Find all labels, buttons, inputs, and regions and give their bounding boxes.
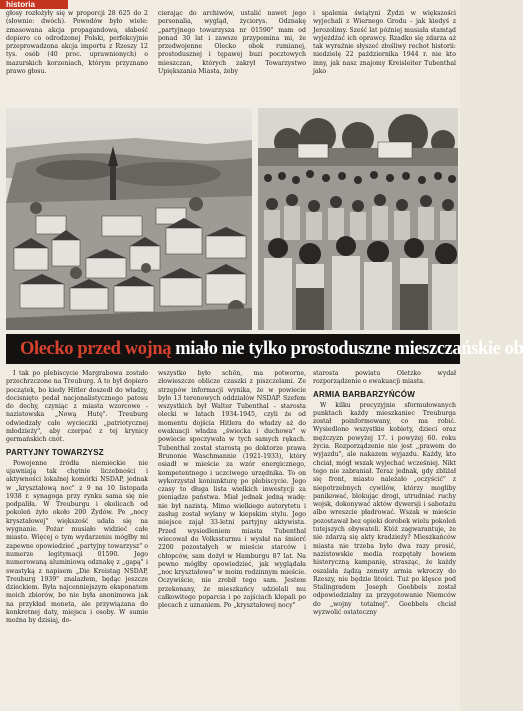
bottom-columns xyxy=(6,370,456,707)
column-1-intro: I tak po plebiscycie Margrabowa zostało przechrzczone na Treuburg. A to był dopiero początek, bo kiedy Hitler doszedł do władzy, docisnięto pedał nacjonalistycznego patosu do dechy, czyniąc z miasta wzorcowe - nazistowska „Nową Hutę". Treuburg odwiedzały całe wycieczki „patriotycznej młodzieży", aby czerpać z tej krynicy germańskich cnót. xyxy=(6,370,148,444)
town-aerial-illustration xyxy=(6,108,252,330)
headline-highlight: Olecko przed wojną xyxy=(20,339,172,359)
column-1-body: Powojenne źródła niemieckie nie ujawniają tak chętnie liczebności i aktywności lokalnej komórki NSDAP, jednak w „kryształową noc" z 9 na 10 listopada 1938 r. synagoga przy rynku sama się nie podpaliła. W Treuburgu i okolicach od pokoleń żyło około 200 Żydów. Po „nocy kryształowej" większość udała się na wygnanie. Pożar musiało widzieć całe miasto. Więcej o tym wydarzeniu mógłby mi zapewne opowiedzieć „partyjny towarzysz" o numerze legitymacji 01590. Jego numerowaną aluminiową odznakę z „gapą" i swastyką z napisem „Die Kreistag NSDAP, Treuburg 1939" znalazłem, będąc jeszcze dzieckiem. Była najcenniejszym eksponatem moich zbiorów, bo nie była anonimowa jak na przykład moneta, ale przywiązana do konkretnej daty, miejsca i osoby. W sumie można by dzisiaj, do- xyxy=(6,459,148,625)
top-column-1-text: głosy rozłożyły się w proporcji 28 625 do 2 (słownie: dwóch). Powodów było wiele: zmasowana akcja propagandowa, słabość dopiero co odrodzonej Polski, perfekcyjnie przeprowadzona akcja importu z Rzeszy 12 tys. osób (40 proc. uprawnionych) o mazurskich korzeniach, którym przyznano prawo głosu. xyxy=(6,10,148,76)
headline-text xyxy=(20,337,523,361)
heading-partyjny-towarzysz: PARTYJNY TOWARZYSZ xyxy=(6,447,104,457)
top-column-2-text: cierając do archiwów, ustalić nawet jego personalia, wygląd, życiorys. Odznakę „partyjnego towarzysza nr 01590" mam od ponad 30 lat i zawsze przypomina mi, że przedwojenne Olecko obok rumianej, prostodusznej i tępawej buzi pocztowych mieszczan, których zakrył Towarzystwo Upiększania Miasta, żeby xyxy=(158,10,306,76)
column-2-text: wszystko było schön, ma potworne, złowieszcze oblicze czaszki z piszczelami. Ze strzępów informacji wynika, że w powiecie było 13 terenowych oddziałów NSDAP. Szefem wszystkich był Walter Tubenthal - starosta olecki w latach 1934-1945, czyli że od momentu dojścia Hitlera do władzy aż do ewakuacji władza „świecka i duchowa" w powiecie spoczywała w tych samych rękach. Tubenthal został starostą po doktorze prawa Brunonie Waschmannie (1921-1933), który osiadł w mieście za wzór energicznego, kompetentnego i uczciwego urzędnika. To on wykorzystał koniunkturę po plebiscycie. Jego czasy to długa lista wielkich inwestycji za pieniądze państwa. Miał jednak jedną wadę: nie był nazistą. Mimo wielkiego autorytetu i zasług został wylany w kiepskim stylu. Jego miejsce zajął 33-letni partyjny aktywista. Przed wysiedleniem miasta Tubenthal wiecował do Volkssturmu i wysłał na śmierć 2200 pozostałych w mieście starców i chłopców, sam dożył w Hamburgu 87 lat. Na pewno mógłby opowiedzieć, jak wyglądała „noc kryształowa" w moim rodzinnym mieście. Oczywiście, nie zrobił tego sam. Jestem przekonany, że mieszkańcy udzielali mu całkowitego poparcia i po zajściach klepali po plecach z uznaniem. Po „kryształowej nocy" xyxy=(158,370,306,610)
heading-armia-barbarzyncow: ARMIA BARBARZYŃCÓW xyxy=(313,389,415,399)
article-headline xyxy=(6,334,523,364)
bottom-column-2 xyxy=(158,370,306,703)
top-column-1 xyxy=(6,10,148,106)
photo-strip xyxy=(6,108,458,330)
section-tag: historia xyxy=(0,0,68,9)
top-column-3-text: i spalenia świątyni Żydzi w większości wyjechali z Wiernego Grodu - jak kiedyś z Jerozolimy. Sześć lat później musiała stamtąd wyjeżdżać ich oprawcy. Rzadko się zdarza aż tak wyraźnie słyszeć złośliwy rechot historii: niedzielę 22 października 1944 r. nie kto inny, jak nasz znajomy Kreisleiter Tubenthal jako xyxy=(313,10,456,76)
bottom-column-1 xyxy=(6,370,148,703)
headline-rest: miało nie tylko prostoduszne mieszczańskie ob xyxy=(171,339,523,359)
crowd-in-square-photo xyxy=(258,108,458,330)
crowd-illustration xyxy=(258,108,458,330)
top-columns xyxy=(6,2,456,106)
column-3-intro: starosta powiatu Oletzko wydał rozporządzenie o ewakuacji miasta. xyxy=(313,370,456,386)
column-3-body: W kilku precyzyjnie sformułowanych punktach każdy mieszkaniec Treuburga został poinformowany, co ma robić. Wysiedlono wszystkie kobiety, dzieci oraz mężczyzn powyżej 17. i powyżej 60. roku życia. Rozporządzenie nie jest „prawem do wyjazdu", ale nakazem wyjazdu. Każdy, kto chciał, mógł wszak wyjechać wcześniej. Nikt tego nie zabraniał. Teraz jednak, gdy zbliżał się front, miasto należało „oczyścić" z niepotrzebnych cywilów, którzy mogliby panikować, blokując drogi, utrudniać ruchy wojsk, dokonywać aktów dywersji i sabotażu albo wreszcie pładrować. Wszak w mieście pozostawał bez opieki dorobek wielu pokoleń tutejszych obywateli. Któż zagwarantuje, że nie zdarzą się akty kradzieży? Mieszkańców miasta nie trzeba było dwa razy prosić, nazistowskie media rozpętały bowiem histeryczną kampanię, strasząc, że każdy oszalała żądzą zemsty armia wkroczy do Rzeszy, nie będzie litości. Tuż po klęsce pod Stalingradem Joseph Goebbels został odpowiedzialny za przygotowanie Niemców do „wojny totalnej". Goebbels chciał wyzwolić ostateczny xyxy=(313,401,456,617)
top-column-2 xyxy=(158,10,306,106)
bottom-column-3 xyxy=(313,370,456,703)
historic-town-aerial-photo xyxy=(6,108,252,330)
top-column-3 xyxy=(313,10,456,106)
